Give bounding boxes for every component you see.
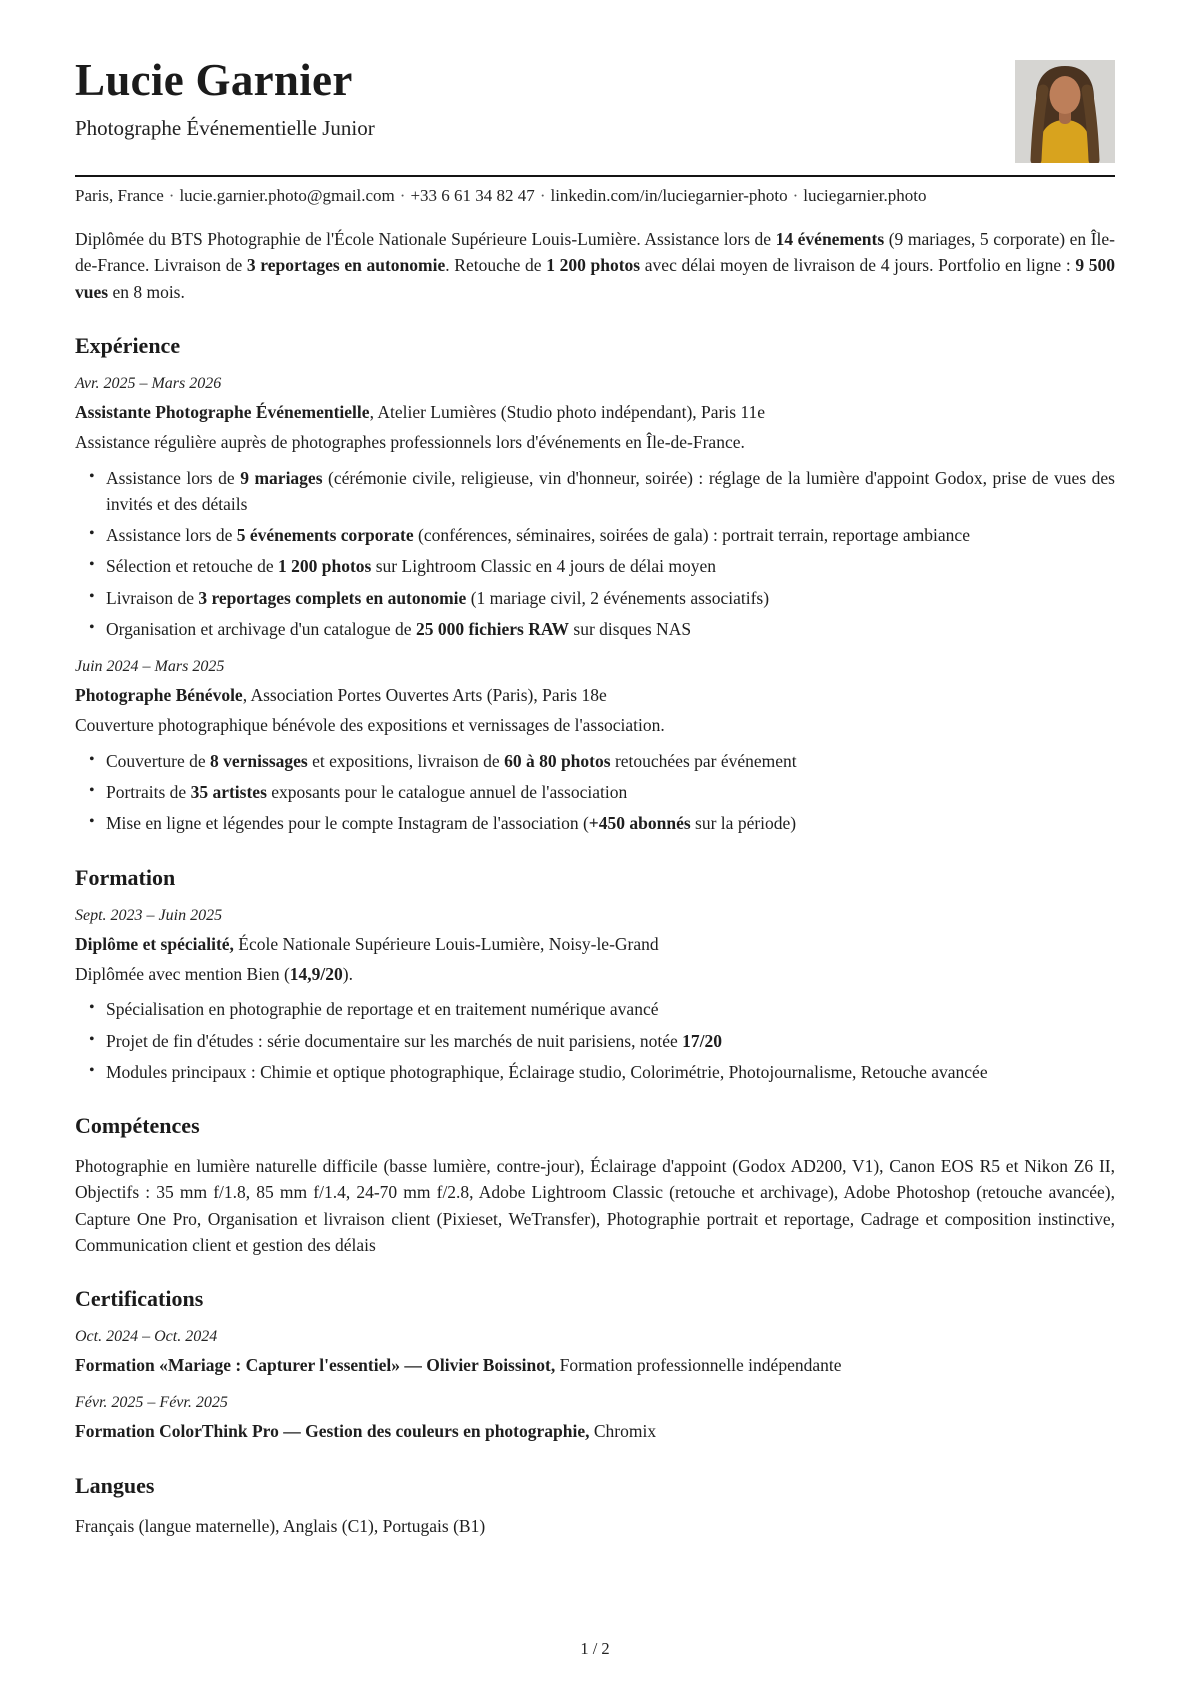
entry-bullet-list	[75, 996, 1115, 1085]
separator-dot: ·	[399, 186, 406, 205]
separator-dot: ·	[792, 186, 799, 205]
bullet-item: • Livraison de 3 reportages complets en autonomie (1 mariage civil, 2 événements associatifs)	[106, 585, 1115, 611]
entry-description: Diplômée avec mention Bien (14,9/20).	[75, 963, 353, 984]
person-name: Lucie Garnier	[75, 55, 353, 105]
bullet-item: • Portraits de 35 artistes exposants pour le catalogue annuel de l'association	[106, 779, 1115, 805]
entry-heading: Assistante Photographe Événementielle, Atelier Lumières (Studio photo indépendant), Paris 11e	[75, 401, 766, 422]
bullet-item: • Assistance lors de 9 mariages (cérémonie civile, religieuse, vin d'honneur, soirée) : réglage de la lumière d'appoint Godox, prise de vues des invités et des détails	[106, 465, 1115, 518]
section-title-experience: Expérience	[75, 332, 181, 358]
photo-braid-right	[1087, 90, 1094, 160]
section-title-formation: Formation	[75, 864, 176, 890]
section-title-langues: Langues	[75, 1472, 155, 1498]
bullet-item: • Organisation et archivage d'un catalogue de 25 000 fichiers RAW sur disques NAS	[106, 616, 1115, 642]
entry-bullet-list	[75, 748, 1115, 837]
entry-description: Couverture photographique bénévole des expositions et vernissages de l'association.	[75, 715, 665, 736]
entry-bullet-list	[75, 465, 1115, 643]
separator-dot: ·	[168, 186, 175, 205]
entry-date: Avr. 2025 – Mars 2026	[75, 374, 222, 392]
photo-face	[1050, 76, 1081, 114]
bullet-item: • Projet de fin d'études : série documentaire sur les marchés de nuit parisiens, notée 17/20	[106, 1028, 1115, 1054]
bullet-item: • Mise en ligne et légendes pour le compte Instagram de l'association (+450 abonnés sur la période)	[106, 810, 1115, 836]
certification-entry	[75, 1394, 1115, 1444]
header	[75, 56, 1115, 163]
entry-date: Juin 2024 – Mars 2025	[75, 658, 225, 675]
experience-entry	[75, 375, 1115, 642]
bullet-item: • Spécialisation en photographie de reportage et en traitement numérique avancé	[106, 996, 1115, 1022]
bullet-item: • Modules principaux : Chimie et optique photographique, Éclairage studio, Colorimétrie, Photojournalisme, Retouche avancée	[106, 1059, 1115, 1085]
entry-heading: Photographe Bénévole, Association Portes Ouvertes Arts (Paris), Paris 18e	[75, 685, 607, 705]
bullet-item: • Sélection et retouche de 1 200 photos sur Lightroom Classic en 4 jours de délai moyen	[106, 553, 1115, 579]
summary-paragraph: Diplômée du BTS Photographie de l'École Nationale Supérieure Louis-Lumière. Assistance lors de 14 événements (9 mariages, 5 corporate) en Île-de-France. Livraison de 3 reportages en autonomie. Retouche de 1 200 photos avec délai moyen de livraison de 4 jours. Portfolio en ligne : 9 500 vues en 8 mois.	[75, 229, 1116, 302]
page-number: 1 / 2	[580, 1639, 610, 1658]
entry-date: Févr. 2025 – Févr. 2025	[75, 1394, 228, 1412]
contact-line	[75, 186, 1115, 206]
entry-heading: Formation «Mariage : Capturer l'essentiel» — Olivier Boissinot, Formation professionnelle indépendante	[75, 1355, 842, 1375]
header-identity	[75, 56, 375, 141]
experience-entry	[75, 658, 1115, 837]
separator-dot: ·	[539, 186, 546, 205]
certification-entry	[75, 1328, 1115, 1378]
entry-date: Sept. 2023 – Juin 2025	[75, 906, 223, 924]
entry-heading: Formation ColorThink Pro — Gestion des couleurs en photographie, Chromix	[75, 1421, 657, 1442]
section-title-competences: Compétences	[75, 1113, 200, 1138]
contact-linkedin: linkedin.com/in/luciegarnier-photo	[550, 186, 788, 205]
contact-location: Paris, France	[75, 186, 164, 205]
contact-email: lucie.garnier.photo@gmail.com	[179, 186, 395, 205]
contact-phone: +33 6 61 34 82 47	[410, 186, 535, 205]
profile-photo	[1015, 60, 1115, 163]
entry-heading: Diplôme et spécialité, École Nationale Supérieure Louis-Lumière, Noisy-le-Grand	[75, 933, 659, 954]
competences-paragraph: Photographie en lumière naturelle difficile (basse lumière, contre-jour), Éclairage d'appoint (Godox AD200, V1), Canon EOS R5 et Nikon Z6 II, Objectifs : 35 mm f/1.8, 85 mm f/1.4, 24-70 mm f/2.8, Adobe Lightroom Classic (retouche et archivage), Adobe Photoshop (retouche avancée), Capture One Pro, Organisation et livraison client (Pixieset, WeTransfer), Photographie portrait et reportage, Cadrage et composition instinctive, Communication client et gestion des délais	[75, 1156, 1115, 1255]
contact-website: luciegarnier.photo	[803, 186, 927, 205]
bullet-item: • Assistance lors de 5 événements corporate (conférences, séminaires, soirées de gala) : portrait terrain, reportage ambiance	[106, 522, 1115, 548]
section-title-certifications: Certifications	[75, 1286, 204, 1311]
photo-braid-left	[1036, 90, 1043, 160]
header-divider	[75, 175, 1115, 177]
entry-date: Oct. 2024 – Oct. 2024	[75, 1328, 218, 1345]
job-title: Photographe Événementielle Junior	[75, 115, 375, 140]
bullet-item: • Couverture de 8 vernissages et expositions, livraison de 60 à 80 photos retouchées par événement	[106, 748, 1115, 774]
formation-entry	[75, 907, 1115, 1086]
langues-paragraph: Français (langue maternelle), Anglais (C1), Portugais (B1)	[75, 1515, 486, 1536]
entry-description: Assistance régulière auprès de photographes professionnels lors d'événements en Île-de-France.	[75, 432, 745, 453]
